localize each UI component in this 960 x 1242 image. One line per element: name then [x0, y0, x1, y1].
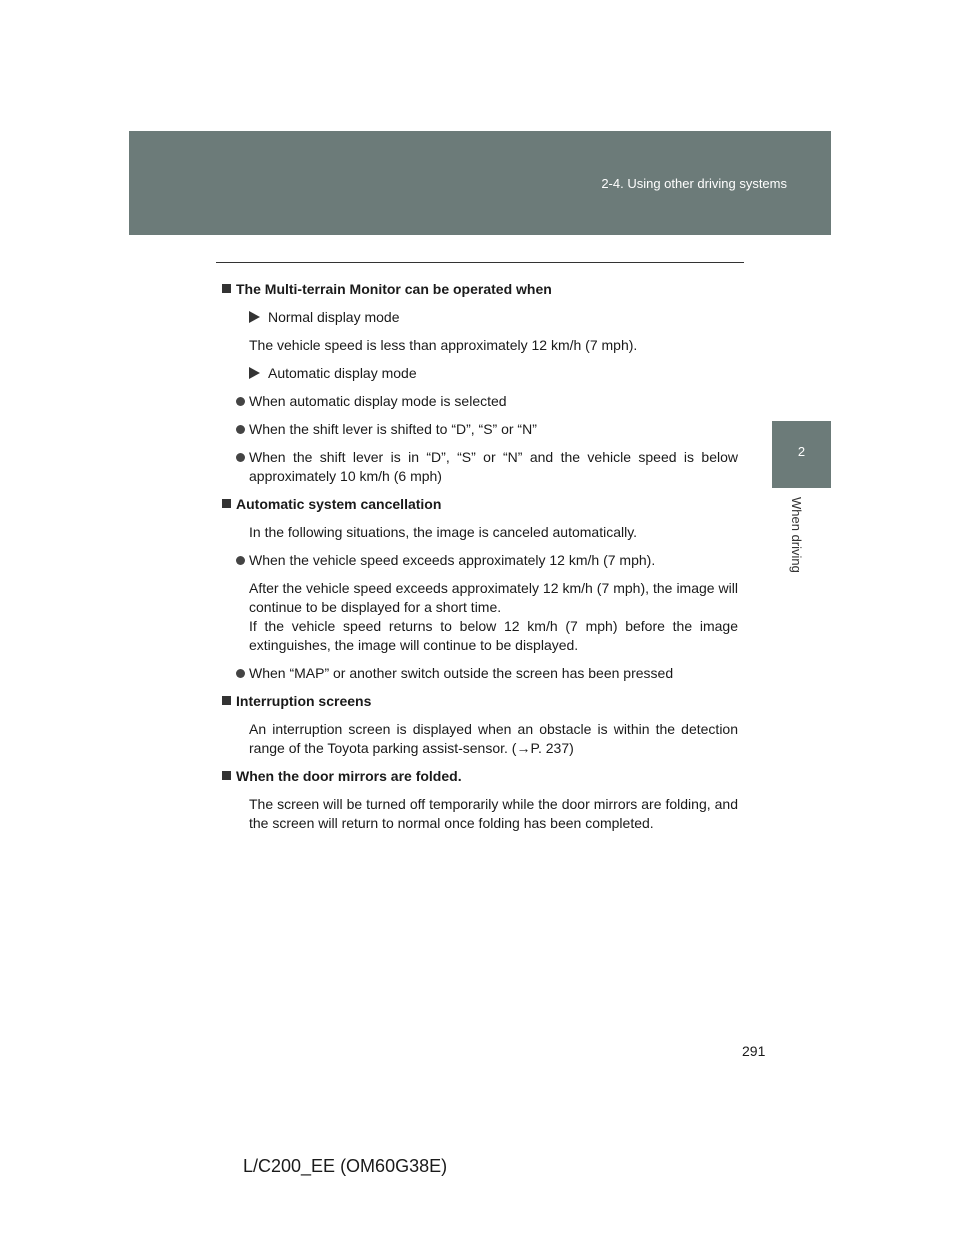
paragraph: An interruption screen is displayed when an obstacle is within the detection range of the Toyota parking assist-sensor. (→P. 237)	[249, 721, 738, 756]
list-item: When the shift lever is in “D”, “S” or “N” and the vehicle speed is below approximately 10 km/h (6 mph)	[222, 448, 738, 486]
section-title: 2-4. Using other driving systems	[601, 176, 787, 191]
main-content	[222, 280, 738, 842]
chapter-label: When driving	[789, 497, 804, 573]
section-heading: Automatic system cancellation	[222, 495, 738, 514]
page-number: 291	[742, 1043, 766, 1059]
section-heading: Interruption screens	[222, 692, 738, 711]
mode-label: Normal display mode	[222, 308, 738, 327]
round-bullet-icon	[236, 425, 245, 434]
list-item: When the shift lever is shifted to “D”, “S” or “N”	[222, 420, 738, 439]
square-bullet-icon	[222, 696, 231, 705]
triangle-marker-icon	[249, 311, 260, 323]
header-band	[129, 131, 831, 235]
side-tab-spacer	[772, 235, 831, 421]
paragraph: The vehicle speed is less than approximately 12 km/h (7 mph).	[249, 337, 638, 353]
section-heading: When the door mirrors are folded.	[222, 767, 738, 786]
section-heading: The Multi-terrain Monitor can be operated when	[222, 280, 738, 299]
list-item: When automatic display mode is selected	[222, 392, 738, 411]
round-bullet-icon	[236, 397, 245, 406]
mode-label: Automatic display mode	[222, 364, 738, 383]
document-code: L/C200_EE (OM60G38E)	[243, 1156, 448, 1176]
round-bullet-icon	[236, 556, 245, 565]
paragraph: In the following situations, the image is canceled automatically.	[249, 524, 638, 540]
square-bullet-icon	[222, 499, 231, 508]
round-bullet-icon	[236, 669, 245, 678]
list-item: When the vehicle speed exceeds approximately 12 km/h (7 mph).	[222, 551, 738, 570]
chapter-number: 2	[797, 444, 806, 459]
paragraph: The screen will be turned off temporarily while the door mirrors are folding, and the screen will return to normal once folding has been completed.	[249, 796, 738, 831]
square-bullet-icon	[222, 284, 231, 293]
list-item-detail: After the vehicle speed exceeds approximately 12 km/h (7 mph), the image will continue to be displayed for a short time. If the vehicle speed returns to below 12 km/h (7 mph) before the image extinguishes, the image will continue to be displayed.	[249, 580, 738, 653]
triangle-marker-icon	[249, 367, 260, 379]
top-divider	[216, 262, 744, 263]
list-item: When “MAP” or another switch outside the screen has been pressed	[222, 664, 738, 683]
round-bullet-icon	[236, 453, 245, 462]
square-bullet-icon	[222, 771, 231, 780]
